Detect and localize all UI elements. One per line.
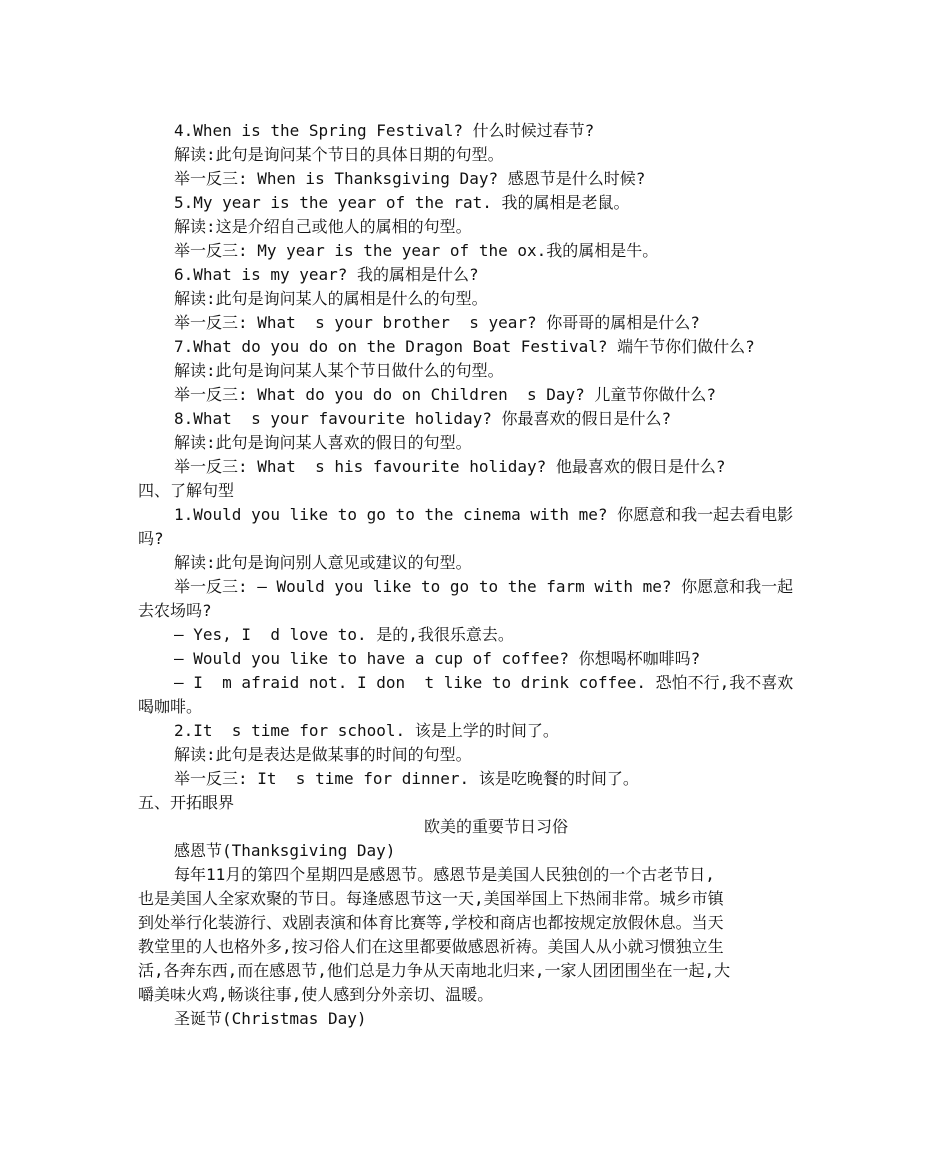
thanksgiving-paragraph-line-6: 嚼美味火鸡,畅谈往事,使人感到分外亲切、温暖。	[138, 985, 494, 1004]
sentence-6-explanation: 解读:此句是询问某人的属相是什么的句型。	[174, 289, 488, 308]
sentence-7-title: 7.What do you do on the Dragon Boat Festival? 端午节你们做什么?	[174, 337, 755, 356]
document-body	[138, 119, 818, 1031]
pattern-2-explanation: 解读:此句是表达是做某事的时间的句型。	[174, 745, 472, 764]
dialogue-line-3: — I m afraid not. I don t like to drink coffee. 恐怕不行,我不喜欢	[174, 673, 794, 692]
section-5-heading: 五、开拓眼界	[138, 793, 235, 812]
thanksgiving-paragraph-line-3: 到处举行化装游行、戏剧表演和体育比赛等,学校和商店也都按规定放假休息。当天	[138, 913, 724, 932]
article-title: 欧美的重要节日习俗	[423, 817, 568, 836]
sentence-4-title: 4.When is the Spring Festival? 什么时候过春节?	[174, 121, 595, 140]
sentence-7-explanation: 解读:此句是询问某人某个节日做什么的句型。	[174, 361, 504, 380]
thanksgiving-heading: 感恩节(Thanksgiving Day)	[174, 841, 396, 860]
sentence-8-explanation: 解读:此句是询问某人喜欢的假日的句型。	[174, 433, 472, 452]
sentence-5-explanation: 解读:这是介绍自己或他人的属相的句型。	[174, 217, 472, 236]
thanksgiving-paragraph-line-4: 教堂里的人也格外多,按习俗人们在这里都要做感恩祈祷。美国人从小就习惯独立生	[138, 937, 724, 956]
sentence-8-title: 8.What s your favourite holiday? 你最喜欢的假日是什么?	[174, 409, 672, 428]
pattern-1-title-continued: 吗?	[138, 529, 164, 548]
christmas-heading: 圣诞节(Christmas Day)	[174, 1009, 367, 1028]
sentence-7-example: 举一反三: What do you do on Children s Day? 儿童节你做什么?	[174, 385, 717, 404]
pattern-2-title: 2.It s time for school. 该是上学的时间了。	[174, 721, 559, 740]
sentence-5-example: 举一反三: My year is the year of the ox.我的属相是牛。	[174, 241, 659, 260]
pattern-1-example-continued: 去农场吗?	[138, 601, 212, 620]
sentence-4-explanation: 解读:此句是询问某个节日的具体日期的句型。	[174, 145, 504, 164]
dialogue-line-3-continued: 喝咖啡。	[138, 697, 203, 716]
thanksgiving-paragraph-line-5: 活,各奔东西,而在感恩节,他们总是力争从天南地北归来,一家人团团围坐在一起,大	[138, 961, 731, 980]
dialogue-line-2: — Would you like to have a cup of coffee? 你想喝杯咖啡吗?	[174, 649, 701, 668]
sentence-5-title: 5.My year is the year of the rat. 我的属相是老鼠。	[174, 193, 630, 212]
dialogue-line-1: — Yes, I d love to. 是的,我很乐意去。	[174, 625, 514, 644]
sentence-4-example: 举一反三: When is Thanksgiving Day? 感恩节是什么时候?	[174, 169, 646, 188]
pattern-1-explanation: 解读:此句是询问别人意见或建议的句型。	[174, 553, 472, 572]
sentence-6-example: 举一反三: What s your brother s year? 你哥哥的属相是什么?	[174, 313, 700, 332]
section-4-heading: 四、了解句型	[138, 481, 235, 500]
sentence-8-example: 举一反三: What s his favourite holiday? 他最喜欢的假日是什么?	[174, 457, 726, 476]
pattern-1-title: 1.Would you like to go to the cinema with me? 你愿意和我一起去看电影	[174, 505, 794, 524]
thanksgiving-paragraph-line-1: 每年11月的第四个星期四是感恩节。感恩节是美国人民独创的一个古老节日,	[174, 865, 715, 884]
sentence-6-title: 6.What is my year? 我的属相是什么?	[174, 265, 479, 284]
pattern-2-example: 举一反三: It s time for dinner. 该是吃晚餐的时间了。	[174, 769, 639, 788]
pattern-1-example: 举一反三: — Would you like to go to the farm with me? 你愿意和我一起	[174, 577, 794, 596]
thanksgiving-paragraph-line-2: 也是美国人全家欢聚的节日。每逢感恩节这一天,美国举国上下热闹非常。城乡市镇	[138, 889, 724, 908]
